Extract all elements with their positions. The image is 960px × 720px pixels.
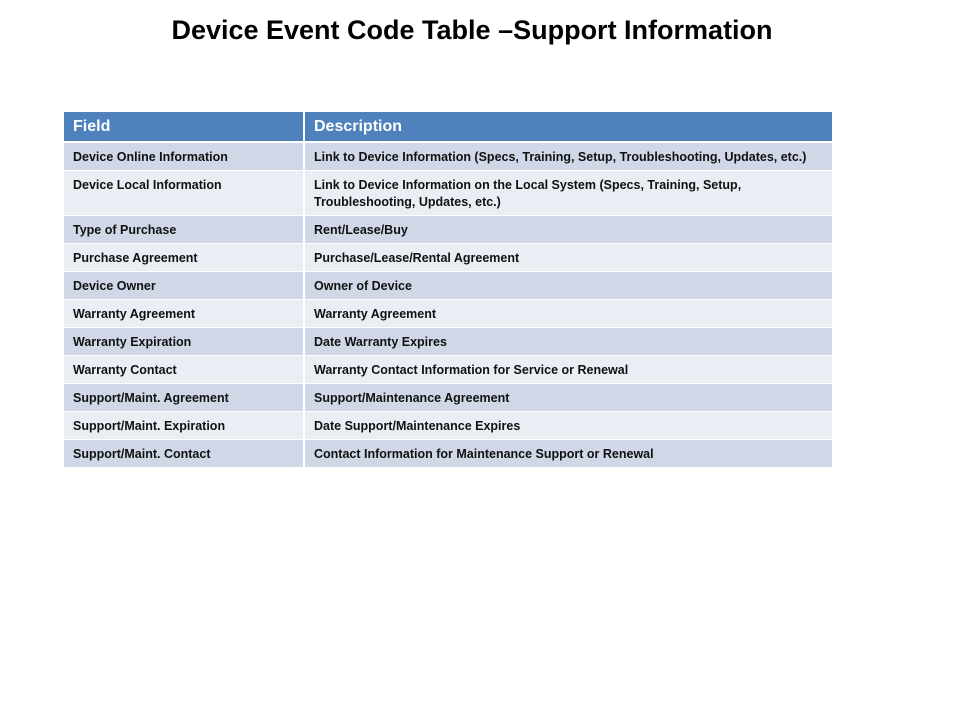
table-row: [64, 171, 832, 216]
description-cell: Link to Device Information (Specs, Training, Setup, Troubleshooting, Updates, etc.): [304, 142, 832, 171]
column-header-field: Field: [64, 112, 304, 142]
description-cell: Date Support/Maintenance Expires: [304, 412, 832, 440]
column-header-description: Description: [304, 112, 832, 142]
table-row: [64, 272, 832, 300]
slide-title: Device Event Code Table –Support Information: [171, 15, 773, 45]
table-row: [64, 412, 832, 440]
field-cell: Device Local Information: [64, 171, 304, 216]
table-row: [64, 216, 832, 244]
table-row: [64, 384, 832, 412]
table-row: [64, 440, 832, 468]
table-row: [64, 328, 832, 356]
field-cell: Support/Maint. Contact: [64, 440, 304, 468]
field-cell: Type of Purchase: [64, 216, 304, 244]
field-cell: Support/Maint. Agreement: [64, 384, 304, 412]
table-row: [64, 244, 832, 272]
description-cell: Warranty Agreement: [304, 300, 832, 328]
description-cell: Rent/Lease/Buy: [304, 216, 832, 244]
field-cell: Warranty Agreement: [64, 300, 304, 328]
field-cell: Support/Maint. Expiration: [64, 412, 304, 440]
description-cell: Date Warranty Expires: [304, 328, 832, 356]
description-cell: Support/Maintenance Agreement: [304, 384, 832, 412]
table-row: [64, 356, 832, 384]
description-cell: Purchase/Lease/Rental Agreement: [304, 244, 832, 272]
field-cell: Warranty Expiration: [64, 328, 304, 356]
description-cell: Owner of Device: [304, 272, 832, 300]
field-cell: Warranty Contact: [64, 356, 304, 384]
field-cell: Purchase Agreement: [64, 244, 304, 272]
description-cell: Link to Device Information on the Local System (Specs, Training, Setup, Troubleshooting, Updates, etc.): [304, 171, 832, 216]
table-header-row: [64, 112, 832, 142]
table-row: [64, 300, 832, 328]
field-cell: Device Owner: [64, 272, 304, 300]
field-cell: Device Online Information: [64, 142, 304, 171]
description-cell: Contact Information for Maintenance Support or Renewal: [304, 440, 832, 468]
support-info-table: [64, 112, 832, 468]
description-cell: Warranty Contact Information for Service or Renewal: [304, 356, 832, 384]
table-row: [64, 142, 832, 171]
table: [64, 112, 832, 468]
